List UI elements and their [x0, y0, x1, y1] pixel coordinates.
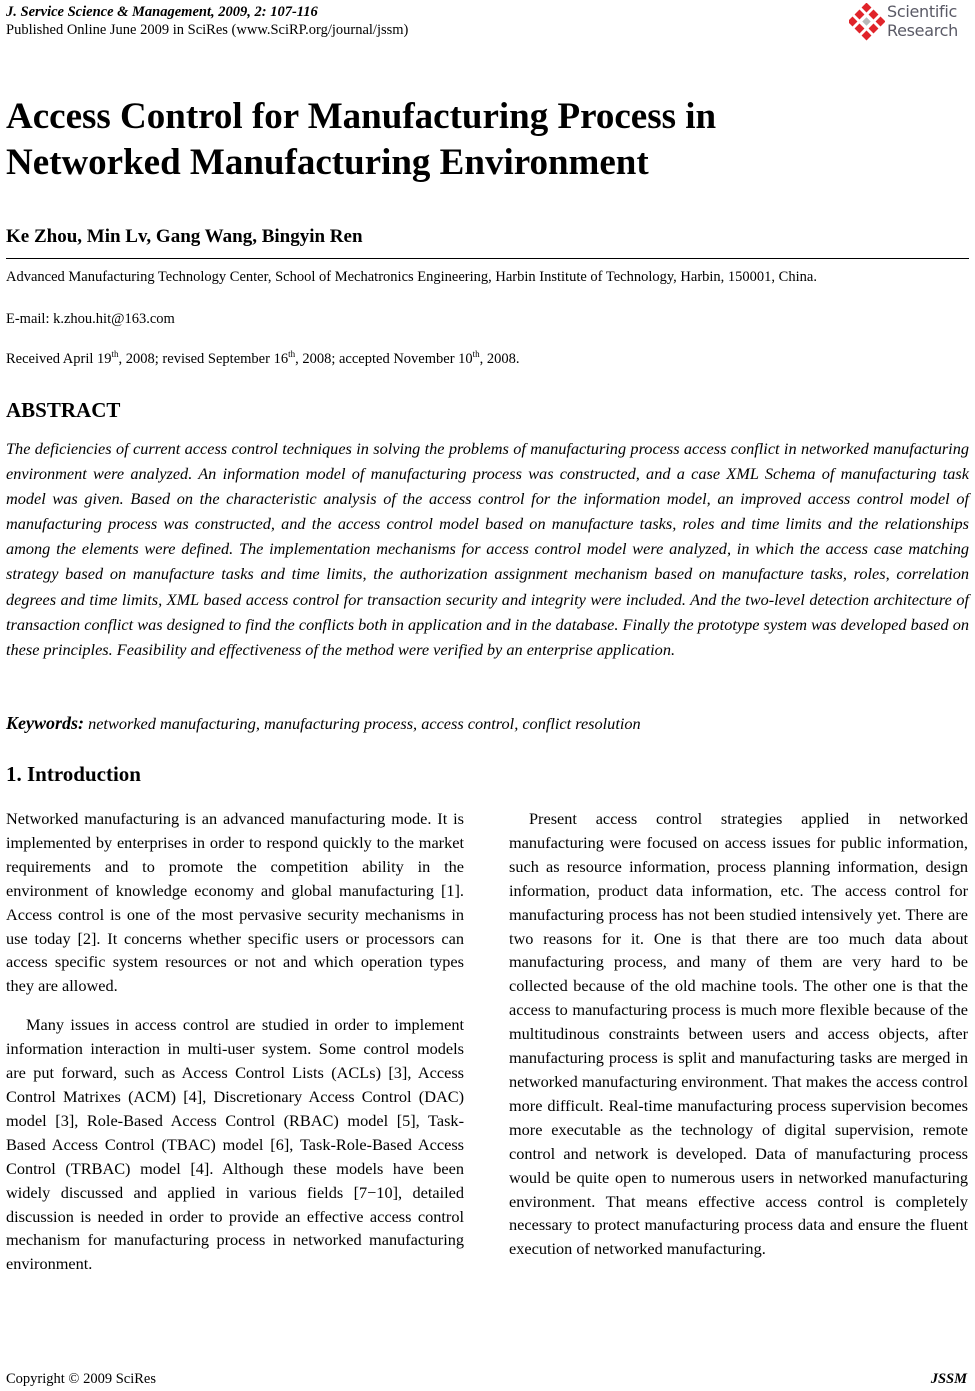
logo-word-1: Scientific [887, 2, 957, 21]
title-line-1: Access Control for Manufacturing Process in [6, 96, 717, 137]
year-text: , 2008. [479, 351, 520, 367]
paragraph: Present access control strategies applied in networked manufacturing were focused on access issues for public information, such as resource information, process planning information, design information, product data information, etc. The access control for manufacturing process has not been studied intensively yet. There are two reasons for it. One is that there are too much data about manufacturing process, and many of them are very hard to be collected because of the old machine tools. The other one is that the access to manufacturing process is much more flexible because of the multitudinous constraints between users and access objects, after manufacturing process is split and manufacturing tasks are merged in networked manufacturing environment. That makes the access control more difficult. Real-time manufacturing process supervision becomes more executable as the technology of digital supervision, remote control and network is developed. Data of manufacturing process would be quite open to numerous users in networked manufacturing environment. That means effective access control is completely necessary to protect manufacturing process data and ensure the fluent execution of networked manufacturing. [509, 809, 968, 1259]
journal-citation [6, 4, 318, 21]
keywords [6, 713, 969, 734]
abstract-heading: ABSTRACT [6, 398, 121, 422]
section-heading-introduction: 1. Introduction [6, 762, 141, 786]
right-column [509, 807, 968, 1261]
paragraph: Many issues in access control are studied in order to implement information interaction in multi-user system. Some control models are put forward, such as Access Control Lists (ACLs) [3], Access Control Matrixes (ACM) [4], Discretionary Access Control (DAC) model [3], Role-Based Access Control (RBAC) model [5], Task-Based Access Control (TBAC) model [6], Task-Role-Based Access Control (TRBAC) model [4]. Although these models have been widely discussed and applied in various fields [7−10], detailed discussion is needed in order to provide an effective access control mechanism for manufacturing process in networked manufacturing environment. [6, 1015, 464, 1274]
publisher-logo [849, 2, 969, 44]
abstract-body: The deficiencies of current access control techniques in solving the problems of manufacturing process access conflict in networked manufacturing environment were analyzed. An information model of manufacturing process was constructed, and a case XML Schema of manufacturing task model was given. Based on the characteristic analysis of the access control for the information model, an improved access control model of manufacturing process was constructed, and the access control model based on manufacture tasks, roles and time limits and the relationships among the elements were defined. The implementation mechanisms for access control model were analyzed, in which the access case matching strategy based on manufacture tasks and time limits, the authorization assignment mechanism based on manufacture tasks, roles, correlation degrees and time limits, XML based access control for transaction security and integrity were included. And the two-level detection architecture of transaction conflict was designed to find the conflicts both in application and in the database. Finally the prototype system was developed based on these principles. Feasibility and effectiveness of the method were verified by an enterprise application. [6, 439, 969, 659]
keywords-list: networked manufacturing, manufacturing process, access control, conflict resolution [84, 714, 641, 733]
ordinal-suffix: th [288, 349, 296, 360]
accepted-text: , 2008; accepted November 10 [295, 351, 473, 367]
received-dates [6, 350, 520, 369]
footer-copyright: Copyright © 2009 SciRes [6, 1371, 156, 1387]
revised-text: , 2008; revised September 16 [118, 351, 289, 367]
paper-title [6, 94, 966, 186]
affiliation: Advanced Manufacturing Technology Center, School of Mechatronics Engineering, Harbin Institute of Technology, Harbin, 150001, China. [6, 269, 817, 285]
publication-note: Published Online June 2009 in SciRes (www.SciRP.org/journal/jssm) [6, 22, 409, 38]
keywords-label: Keywords: [6, 713, 84, 733]
logo-word-2: Research [887, 21, 958, 40]
title-line-2: Networked Manufacturing Environment [6, 142, 649, 183]
ordinal-suffix: th [111, 349, 119, 360]
paragraph: Networked manufacturing is an advanced manufacturing mode. It is implemented by enterprises in order to respond quickly to the market requirements and to promote the competition ability in the environment of knowledge economy and global manufacturing [1]. Access control is one of the most pervasive security mechanisms in use today [2]. It concerns whether specific users or processors can access specific system resources or not and which operation types they are allowed. [6, 809, 464, 996]
divider [6, 258, 969, 259]
footer-journal: JSSM [930, 1371, 967, 1387]
email: E-mail: k.zhou.hit@163.com [6, 311, 175, 327]
left-column [6, 807, 464, 1276]
journal-name: J. Service Science & Management [6, 4, 211, 20]
received-text: Received April 19 [6, 351, 112, 367]
journal-volume: , 2009, 2: 107-116 [210, 4, 318, 20]
publisher-logo-icon [849, 3, 885, 43]
ordinal-suffix: th [472, 349, 480, 360]
authors: Ke Zhou, Min Lv, Gang Wang, Bingyin Ren [6, 226, 363, 247]
